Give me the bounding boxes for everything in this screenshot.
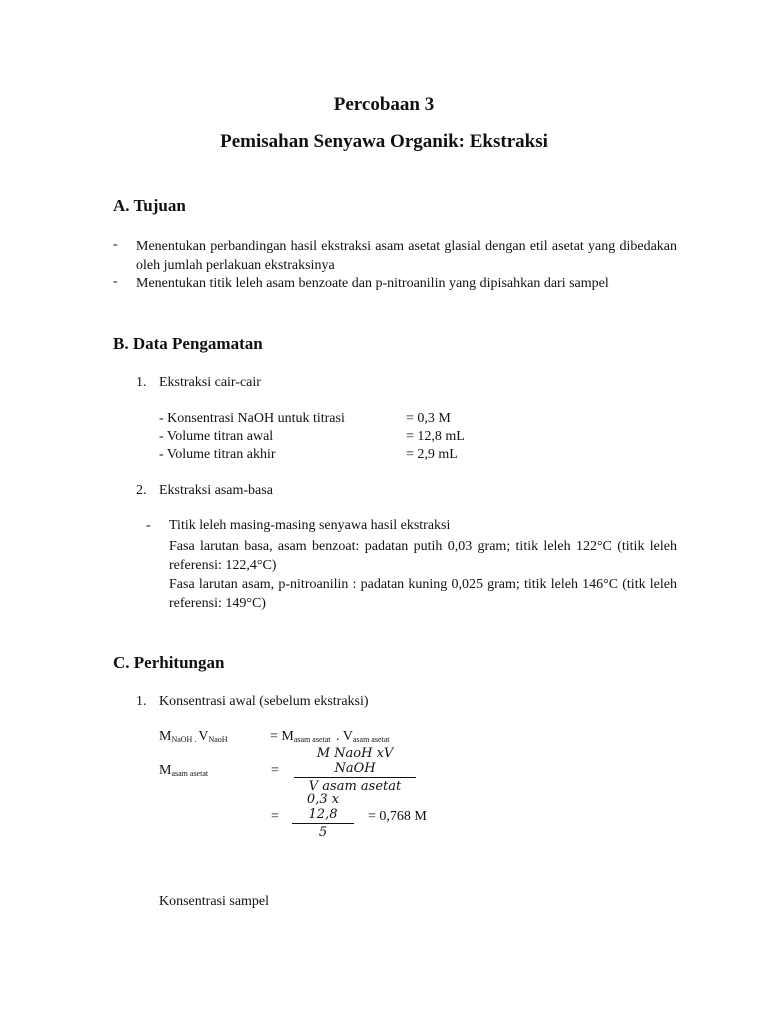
titik-leleh-heading: Titik leleh masing-masing senyawa hasil ekstraksi xyxy=(169,518,451,533)
fraction xyxy=(294,746,416,794)
data-row-value: = 12,8 mL xyxy=(406,429,465,444)
list-number: 1. xyxy=(136,375,147,390)
tujuan-item-2: Menentukan titik leleh asam benzoate dan p-nitroanilin yang dipisahkan dari sampel xyxy=(136,276,609,291)
data-row-label: - Volume titran awal xyxy=(159,429,274,444)
bullet-marker: - xyxy=(146,518,151,533)
equation-rhs: = $M_{asam asetat}$ . $V_{asam asetat}$ xyxy=(270,729,390,744)
list-number: 2. xyxy=(136,483,147,498)
equation2-lhs: $M_{asam asetat}$ xyxy=(159,763,209,778)
page-title: Percobaan 3 xyxy=(333,94,435,115)
bullet-marker: - xyxy=(113,274,118,289)
page-subtitle: Pemisahan Senyawa Organik: Ekstraksi xyxy=(220,131,548,152)
equation-lhs: $M_{NaOH}$ $_.$ $V_{NaoH}$ xyxy=(159,729,228,744)
section-a-heading: A. Tujuan xyxy=(113,196,186,215)
bullet-marker: - xyxy=(113,237,118,252)
ekstraksi-asam-basa-title: Ekstraksi asam-basa xyxy=(159,483,273,498)
fraction xyxy=(292,792,354,840)
data-row-label: - Volume titran akhir xyxy=(159,447,276,462)
equals-sign: = xyxy=(271,763,279,778)
konsentrasi-awal-title: Konsentrasi awal (sebelum ekstraksi) xyxy=(159,694,369,709)
list-number: 1. xyxy=(136,694,147,709)
section-b-heading: B. Data Pengamatan xyxy=(113,334,263,353)
equals-sign: = xyxy=(271,809,279,824)
result-value: = 0,768 M xyxy=(368,809,427,824)
fraction-numerator: 0,3 x 12,8 xyxy=(306,792,340,822)
tujuan-item-1: Menentukan perbandingan hasil ekstraksi asam asetat glasial dengan etil asetat yang dibedakan oleh jumlah perlakuan ekstraksinya xyxy=(136,239,677,273)
section-c-heading: C. Perhitungan xyxy=(113,653,225,672)
data-row-value: = 0,3 M xyxy=(406,411,451,426)
fraction-denominator: V asam asetat xyxy=(294,777,416,794)
konsentrasi-sampel-label: Konsentrasi sampel xyxy=(159,894,270,909)
data-row-label: - Konsentrasi NaOH untuk titrasi xyxy=(159,411,345,426)
fraction-numerator: M NaoH xV NaOH xyxy=(316,746,394,776)
fasa-basa-text: Fasa larutan basa, asam benzoat: padatan putih 0,03 gram; titik leleh 122°C (titik leleh referensi: 122,4°C) xyxy=(169,539,677,573)
data-row-value: = 2,9 mL xyxy=(406,447,458,462)
ekstraksi-cair-title: Ekstraksi cair-cair xyxy=(159,375,261,390)
fasa-asam-text: Fasa larutan asam, p-nitroanilin : padatan kuning 0,025 gram; titik leleh 146°C (titk leleh referensi: 149°C) xyxy=(169,577,677,611)
fraction-denominator: 5 xyxy=(292,823,354,840)
